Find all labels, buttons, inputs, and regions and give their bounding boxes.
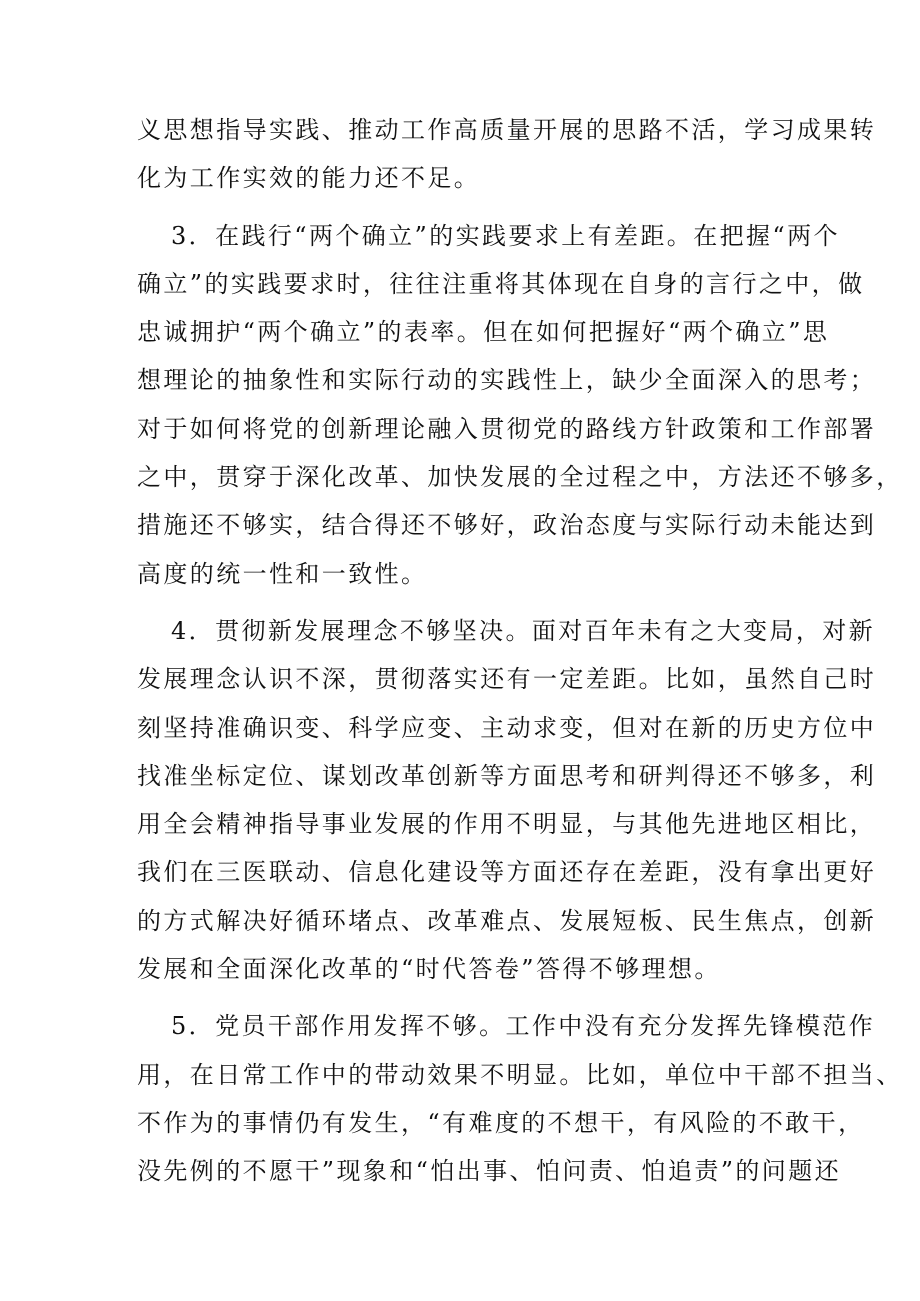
text-line: 化为工作实效的能力还不足。	[137, 164, 481, 193]
text-line: 发展理念认识不深，贯彻落实还有一定差距。比如，虽然自己时	[137, 665, 877, 694]
text-line: 确立”的实践要求时，往往注重将其体现在自身的言行之中，做	[137, 269, 865, 298]
text-line: 没先例的不愿干”现象和“怕出事、怕问责、怕追责”的问题还	[137, 1157, 842, 1186]
text-line: 忠诚拥护“两个确立”的表率。但在如何把握好“两个确立”思	[137, 318, 830, 347]
document-body	[137, 106, 903, 1196]
text-line: 不作为的事情仍有发生，“有难度的不想干，有风险的不敢干，	[137, 1108, 865, 1137]
text-line: 措施还不够实，结合得还不够好，政治态度与实际行动未能达到	[137, 511, 877, 540]
text-line: 3．在践行“两个确立”的实践要求上有差距。在把握“两个	[171, 221, 840, 250]
text-line: 高度的统一性和一致性。	[137, 559, 428, 588]
text-line: 我们在三医联动、信息化建设等方面还存在差距，没有拿出更好	[137, 858, 877, 887]
paragraph-4	[137, 607, 877, 993]
text-line: 用，在日常工作中的带动效果不明显。比如，单位中干部不担当、	[137, 1060, 903, 1089]
paragraph-continued	[137, 106, 877, 203]
text-line: 想理论的抽象性和实际行动的实践性上，缺少全面深入的思考；	[137, 366, 877, 395]
text-line: 发展和全面深化改革的“时代答卷”答得不够理想。	[137, 955, 721, 984]
text-line: 的方式解决好循环堵点、改革难点、发展短板、民生焦点，创新	[137, 906, 877, 935]
paragraph-3	[137, 212, 903, 598]
text-line: 5．党员干部作用发挥不够。工作中没有充分发挥先锋模范作	[171, 1012, 876, 1041]
text-line: 4．贯彻新发展理念不够坚决。面对百年未有之大变局，对新	[171, 616, 876, 645]
text-line: 义思想指导实践、推动工作高质量开展的思路不活，学习成果转	[137, 116, 877, 144]
text-line: 找准坐标定位、谋划改革创新等方面思考和研判得还不够多，利	[137, 761, 877, 790]
text-line: 之中，贯穿于深化改革、加快发展的全过程之中，方法还不够多，	[137, 463, 903, 492]
text-line: 对于如何将党的创新理论融入贯彻党的路线方针政策和工作部署	[137, 414, 877, 443]
text-line: 刻坚持准确识变、科学应变、主动求变，但对在新的历史方位中	[137, 713, 877, 742]
paragraph-5	[137, 1002, 903, 1195]
text-line: 用全会精神指导事业发展的作用不明显，与其他先进地区相比，	[137, 810, 877, 839]
